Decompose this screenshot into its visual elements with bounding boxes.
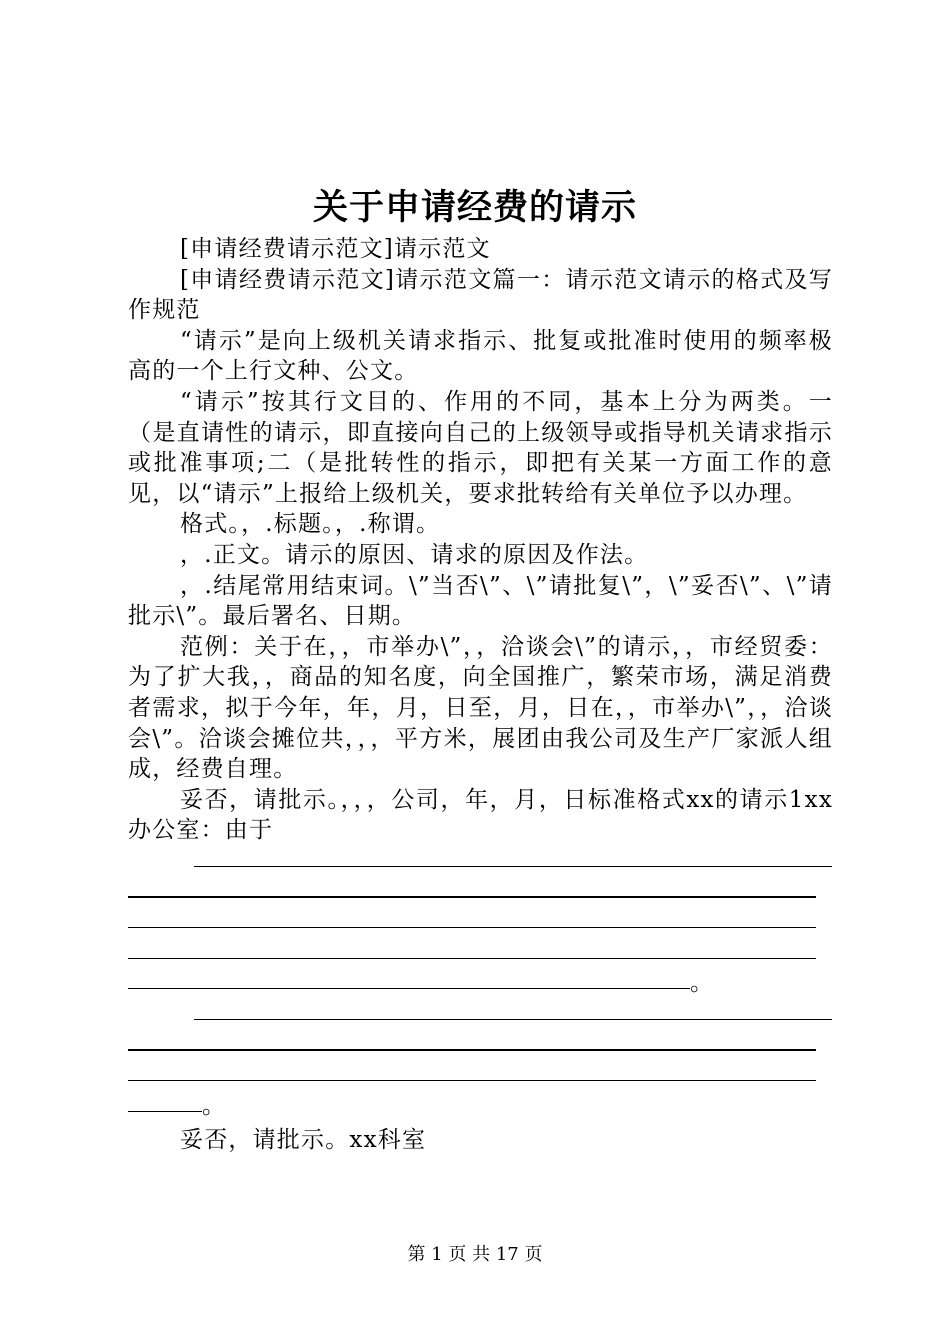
paragraph-closing: 妥否，请批示。xx科室 [180,1127,427,1154]
blank-period: 。 [690,970,715,997]
paragraph-format: 格式。，.标题。，.称谓。 [180,511,441,538]
blank-line [128,938,833,969]
document-title: 关于申请经费的请示 [312,187,637,228]
paragraph-heading: [申请经费请示范文]请示范文 [180,236,491,262]
blank-line [128,999,833,1030]
paragraph-standard-format: 妥否，请批示。，，，公司，年，月，日标准格式xx的请示1xx办公室：由于 [128,786,833,844]
blank-line [128,876,833,907]
blank-line [128,907,833,938]
blank-line [128,1029,833,1060]
paragraph-example: 范例：关于在，，市举办\”，，洽谈会\”的请示，，市经贸委：为了扩大我，，商品的知名度，向全国推广，繁荣市场，满足消费者需求，拟于今年，年，月，日至，月，日在，，市举办\”，，洽谈会\”。洽谈会摊位共，，，平方米，展团由我公司及生产厂家派人组成，经费自理。 [128,633,833,783]
paragraph-categories: “请示”按其行文目的、作用的不同，基本上分为两类。一（是直请性的请示，即直接向自己的上级领导或指导机关请求指示或批准事项;二（是批转性的指示，即把有关某一方面工作的意见，以“请示”上报给上级机关，要求批转给有关单位予以办理。 [128,388,833,507]
blank-line [128,1060,833,1091]
document-body [128,234,833,1156]
paragraph-definition: “请示”是向上级机关请求指示、批复或批准时使用的频率极高的一个上行文种、公文。 [128,327,833,385]
paragraph-section-title: [申请经费请示范文]请示范文篇一：请示范文请示的格式及写作规范 [128,266,833,324]
blank-line [128,968,833,999]
page-footer: 第 1 页 共 17 页 [407,1244,543,1265]
blank-lines-block-2 [128,999,833,1121]
paragraph-body-part: ，.正文。请示的原因、请求的原因及作法。 [180,541,649,568]
paragraph-ending: ，.结尾常用结束词。\”当否\”、\”请批复\”，\”妥否\”、\”请批示\”。最后署名、日期。 [128,572,833,630]
blank-line [128,1091,833,1122]
blank-period: 。 [202,1092,227,1119]
blank-line [128,846,833,877]
blank-lines-block-1 [128,846,833,999]
